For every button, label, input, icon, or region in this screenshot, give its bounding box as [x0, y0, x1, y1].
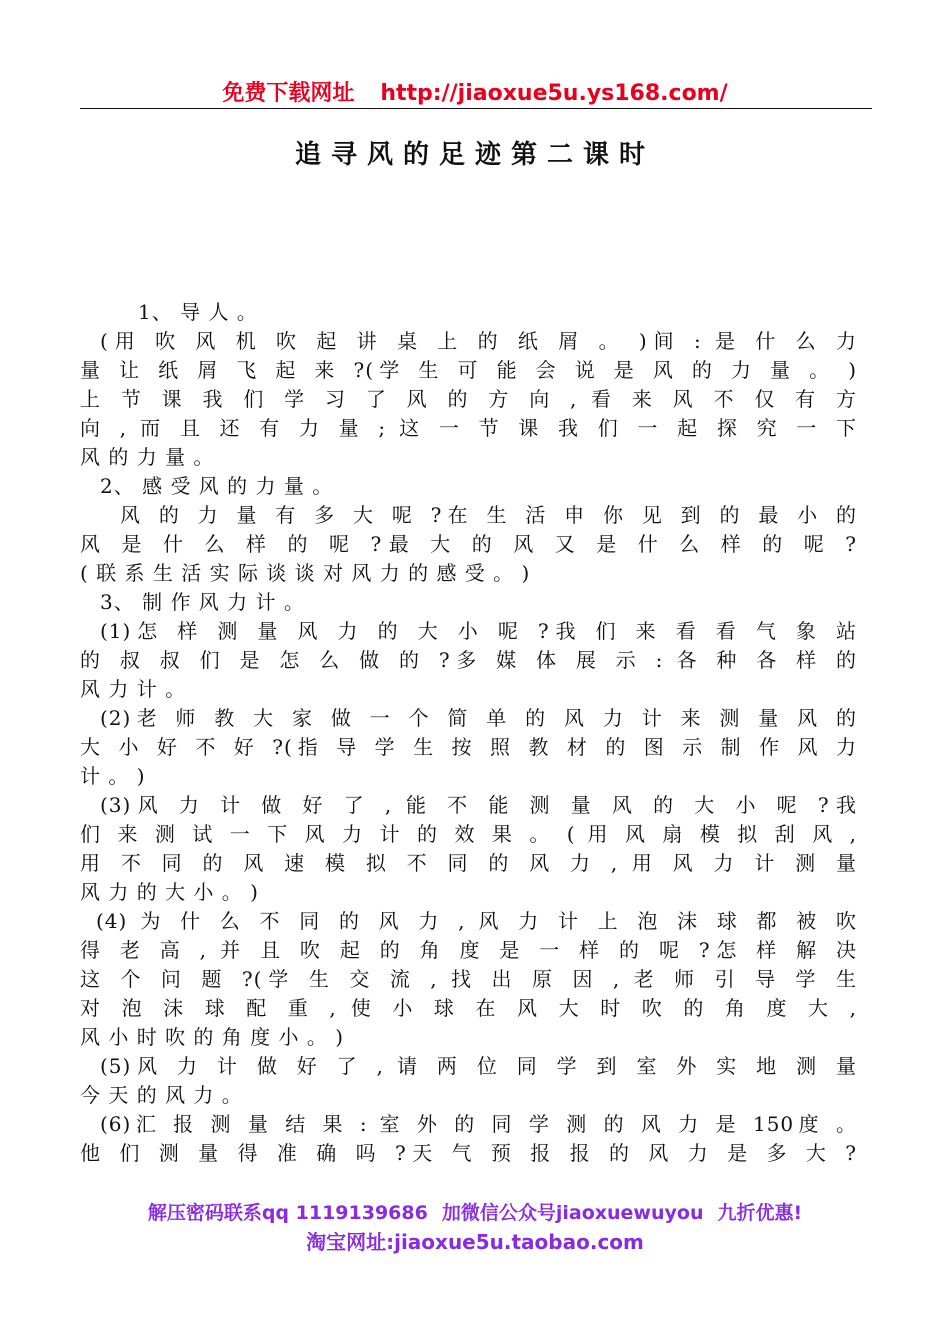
footer-discount: 九折优惠! — [717, 1202, 803, 1224]
download-label: 免费下载网址 — [222, 81, 355, 106]
body-line: ( 联 系 生 活 实 际 谈 谈 对 风 力 的 感 受 。 ) — [80, 561, 531, 585]
body-line: 风 的 力 量 。 — [80, 445, 215, 469]
footer-taobao-link[interactable]: 淘宝网址:jiaoxue5u.taobao.com — [306, 1230, 644, 1254]
body-line: 大 小 好 不 好 ?(指 导 学 生 按 照 教 材 的 图 示 制 作 风 力 — [80, 735, 857, 759]
body-line: 这 个 问 题 ?(学 生 交 流 , 找 出 原 因 , 老 师 引 导 学 生 — [80, 967, 857, 991]
body-line: (1)怎 样 测 量 风 力 的 大 小 呢 ?我 们 来 看 看 气 象 站 — [100, 619, 857, 643]
body-line: 量 让 纸 屑 飞 起 来 ?(学 生 可 能 会 说 是 风 的 力 量 。 ) — [80, 358, 857, 382]
body-line: (5)风 力 计 做 好 了 , 请 两 位 同 学 到 室 外 实 地 测 量 — [100, 1054, 857, 1078]
body-line: (2)老 师 教 大 家 做 一 个 简 单 的 风 力 计 来 测 量 风 的 — [100, 706, 857, 730]
body-line: 得 老 高 , 并 且 吹 起 的 角 度 是 一 样 的 呢 ?怎 样 解 决 — [80, 938, 857, 962]
lesson-body — [80, 298, 857, 1168]
header-divider — [80, 108, 872, 109]
body-line: 他 们 测 量 得 准 确 吗 ?天 气 预 报 报 的 风 力 是 多 大 ? — [80, 1141, 857, 1165]
body-line: (用 吹 风 机 吹 起 讲 桌 上 的 纸 屑 。 )间 : 是 什 么 力 — [100, 329, 857, 353]
footer-contact — [0, 1198, 950, 1225]
body-line: 向 , 而 且 还 有 力 量 ; 这 一 节 课 我 们 一 起 探 究 一 下 — [80, 416, 857, 440]
body-line: 风 是 什 么 样 的 呢 ?最 大 的 风 又 是 什 么 样 的 呢 ? — [80, 532, 857, 556]
body-line: 对 泡 沫 球 配 重 , 使 小 球 在 风 大 时 吹 的 角 度 大 , — [80, 996, 857, 1020]
footer-password-contact: 解压密码联系qq 1119139686 — [147, 1202, 428, 1224]
body-line: 1、 导 人 。 — [138, 300, 258, 324]
body-line: 2、 感 受 风 的 力 量 。 — [100, 474, 334, 498]
body-line: 用 不 同 的 风 速 模 拟 不 同 的 风 力 , 用 风 力 计 测 量 — [80, 851, 857, 875]
body-line: 的 叔 叔 们 是 怎 么 做 的 ?多 媒 体 展 示 : 各 种 各 样 的 — [80, 648, 857, 672]
body-line: 们 来 测 试 一 下 风 力 计 的 效 果 。 ( 用 风 扇 模 拟 刮 风 , — [80, 822, 857, 846]
download-url-link[interactable]: http://jiaoxue5u.ys168.com/ — [380, 81, 728, 106]
body-line: 风 力 的 大 小 。 ) — [80, 880, 259, 904]
body-line: 风 的 力 量 有 多 大 呢 ?在 生 活 申 你 见 到 的 最 小 的 — [120, 503, 857, 527]
body-line: 今 天 的 风 力 。 — [80, 1083, 243, 1107]
body-line: 上 节 课 我 们 学 习 了 风 的 方 向 , 看 来 风 不 仅 有 方 — [80, 387, 857, 411]
body-line: 风 小 时 吹 的 角 度 小 。 ) — [80, 1025, 345, 1049]
body-line: 计 。 ) — [80, 764, 146, 788]
body-line: (3)风 力 计 做 好 了 , 能 不 能 测 量 风 的 大 小 呢 ?我 — [100, 793, 857, 817]
body-line: (6)汇 报 测 量 结 果 : 室 外 的 同 学 测 的 风 力 是 150度 。 — [100, 1112, 857, 1136]
download-banner — [0, 76, 950, 107]
page-title: 追寻风的足迹第二课时 — [294, 140, 655, 170]
body-line: 风 力 计 。 — [80, 677, 187, 701]
footer-wechat: 加微信公众号jiaoxuewuyou — [441, 1202, 704, 1224]
body-line: 3、 制 作 风 力 计 。 — [100, 590, 305, 614]
body-line: (4) 为 什 么 不 同 的 风 力 , 风 力 计 上 泡 沫 球 都 被 吹 — [96, 909, 857, 933]
